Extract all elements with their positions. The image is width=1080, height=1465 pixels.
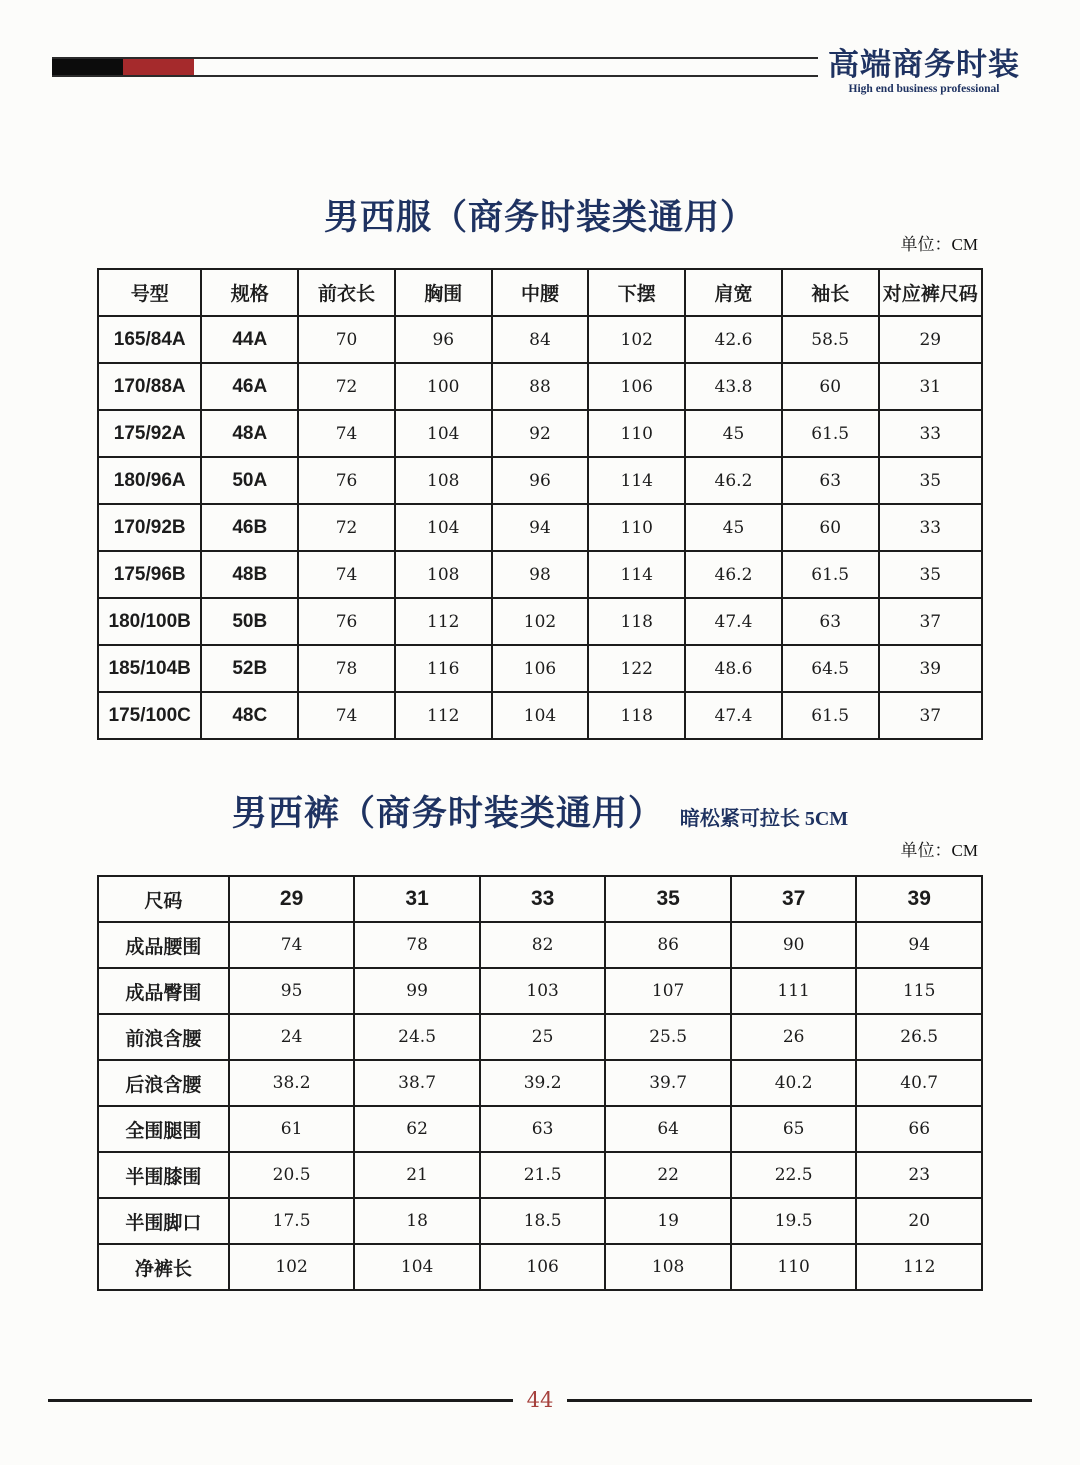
value-cell: 37 <box>879 598 982 645</box>
trouser-unit-label: 单位：CM <box>900 841 978 860</box>
value-cell: 46.2 <box>685 457 782 504</box>
value-cell: 84 <box>492 316 589 363</box>
table-row <box>98 692 982 739</box>
row-label-cell: 48C <box>201 692 298 739</box>
red-accent-block <box>123 59 194 75</box>
value-cell: 19.5 <box>731 1198 857 1244</box>
row-label-cell: 前浪含腰 <box>98 1014 229 1060</box>
value-cell: 39.7 <box>605 1060 731 1106</box>
brand-logo <box>826 48 1022 95</box>
column-header: 袖长 <box>782 269 879 316</box>
value-cell: 63 <box>480 1106 606 1152</box>
row-label-cell: 48B <box>201 551 298 598</box>
column-header: 37 <box>731 876 857 922</box>
row-label-cell: 170/88A <box>98 363 201 410</box>
value-cell: 29 <box>879 316 982 363</box>
brand-name-english: High end business professional <box>848 83 1000 96</box>
value-cell: 60 <box>782 504 879 551</box>
row-label-cell: 44A <box>201 316 298 363</box>
column-header: 尺码 <box>98 876 229 922</box>
value-cell: 40.2 <box>731 1060 857 1106</box>
value-cell: 104 <box>395 410 492 457</box>
value-cell: 102 <box>492 598 589 645</box>
value-cell: 26 <box>731 1014 857 1060</box>
column-header: 对应裤尺码 <box>879 269 982 316</box>
table-row <box>98 1198 982 1244</box>
row-label-cell: 成品臀围 <box>98 968 229 1014</box>
value-cell: 35 <box>879 457 982 504</box>
row-label-cell: 52B <box>201 645 298 692</box>
value-cell: 74 <box>298 410 395 457</box>
column-header: 规格 <box>201 269 298 316</box>
value-cell: 63 <box>782 598 879 645</box>
table-row <box>98 922 982 968</box>
value-cell: 118 <box>588 598 685 645</box>
table-row <box>98 363 982 410</box>
row-label-cell: 半围脚口 <box>98 1198 229 1244</box>
value-cell: 24.5 <box>354 1014 480 1060</box>
table-row <box>98 645 982 692</box>
value-cell: 24 <box>229 1014 355 1060</box>
value-cell: 47.4 <box>685 598 782 645</box>
suit-size-table <box>97 268 983 740</box>
value-cell: 112 <box>395 692 492 739</box>
value-cell: 35 <box>879 551 982 598</box>
value-cell: 33 <box>879 504 982 551</box>
row-label-cell: 180/96A <box>98 457 201 504</box>
value-cell: 25 <box>480 1014 606 1060</box>
value-cell: 95 <box>229 968 355 1014</box>
value-cell: 78 <box>354 922 480 968</box>
column-header: 胸围 <box>395 269 492 316</box>
value-cell: 18 <box>354 1198 480 1244</box>
brand-band <box>52 57 818 77</box>
row-label-cell: 180/100B <box>98 598 201 645</box>
row-label-cell: 46A <box>201 363 298 410</box>
value-cell: 96 <box>395 316 492 363</box>
trouser-size-table <box>97 875 983 1291</box>
table-row <box>98 457 982 504</box>
value-cell: 26.5 <box>856 1014 982 1060</box>
trouser-section-title: 男西裤（商务时装类通用） <box>231 794 664 833</box>
trouser-elastic-note: 暗松紧可拉长 5CM <box>679 808 849 830</box>
table-row <box>98 1060 982 1106</box>
value-cell: 78 <box>298 645 395 692</box>
value-cell: 39 <box>879 645 982 692</box>
suit-unit-label: 单位：CM <box>900 235 978 254</box>
value-cell: 61.5 <box>782 692 879 739</box>
value-cell: 94 <box>856 922 982 968</box>
table-row <box>98 598 982 645</box>
value-cell: 17.5 <box>229 1198 355 1244</box>
table-row <box>98 1152 982 1198</box>
value-cell: 108 <box>395 551 492 598</box>
value-cell: 37 <box>879 692 982 739</box>
column-header: 39 <box>856 876 982 922</box>
table-row <box>98 1014 982 1060</box>
table-row <box>98 316 982 363</box>
value-cell: 46.2 <box>685 551 782 598</box>
column-header: 29 <box>229 876 355 922</box>
value-cell: 114 <box>588 551 685 598</box>
value-cell: 18.5 <box>480 1198 606 1244</box>
value-cell: 45 <box>685 504 782 551</box>
value-cell: 31 <box>879 363 982 410</box>
value-cell: 19 <box>605 1198 731 1244</box>
column-header: 肩宽 <box>685 269 782 316</box>
value-cell: 116 <box>395 645 492 692</box>
row-label-cell: 175/92A <box>98 410 201 457</box>
value-cell: 65 <box>731 1106 857 1152</box>
value-cell: 112 <box>856 1244 982 1290</box>
value-cell: 104 <box>354 1244 480 1290</box>
value-cell: 100 <box>395 363 492 410</box>
value-cell: 106 <box>588 363 685 410</box>
suit-section-title: 男西服（商务时装类通用） <box>323 198 756 237</box>
page-number: 44 <box>526 1388 554 1412</box>
value-cell: 45 <box>685 410 782 457</box>
value-cell: 38.2 <box>229 1060 355 1106</box>
value-cell: 42.6 <box>685 316 782 363</box>
value-cell: 74 <box>298 551 395 598</box>
value-cell: 111 <box>731 968 857 1014</box>
value-cell: 112 <box>395 598 492 645</box>
row-label-cell: 后浪含腰 <box>98 1060 229 1106</box>
value-cell: 107 <box>605 968 731 1014</box>
value-cell: 74 <box>298 692 395 739</box>
value-cell: 94 <box>492 504 589 551</box>
value-cell: 104 <box>395 504 492 551</box>
row-label-cell: 净裤长 <box>98 1244 229 1290</box>
table-row <box>98 1244 982 1290</box>
value-cell: 63 <box>782 457 879 504</box>
value-cell: 99 <box>354 968 480 1014</box>
value-cell: 70 <box>298 316 395 363</box>
footer-rule-left <box>48 1399 513 1402</box>
value-cell: 92 <box>492 410 589 457</box>
row-label-cell: 48A <box>201 410 298 457</box>
value-cell: 38.7 <box>354 1060 480 1106</box>
value-cell: 61 <box>229 1106 355 1152</box>
value-cell: 102 <box>229 1244 355 1290</box>
value-cell: 39.2 <box>480 1060 606 1106</box>
value-cell: 64.5 <box>782 645 879 692</box>
column-header: 35 <box>605 876 731 922</box>
value-cell: 106 <box>492 645 589 692</box>
header-row <box>98 876 982 922</box>
value-cell: 82 <box>480 922 606 968</box>
value-cell: 115 <box>856 968 982 1014</box>
value-cell: 72 <box>298 363 395 410</box>
value-cell: 110 <box>588 410 685 457</box>
column-header: 31 <box>354 876 480 922</box>
column-header: 前衣长 <box>298 269 395 316</box>
value-cell: 23 <box>856 1152 982 1198</box>
column-header: 下摆 <box>588 269 685 316</box>
black-accent-block <box>52 59 123 75</box>
value-cell: 102 <box>588 316 685 363</box>
value-cell: 25.5 <box>605 1014 731 1060</box>
value-cell: 104 <box>492 692 589 739</box>
value-cell: 64 <box>605 1106 731 1152</box>
row-label-cell: 185/104B <box>98 645 201 692</box>
value-cell: 47.4 <box>685 692 782 739</box>
value-cell: 76 <box>298 457 395 504</box>
table-row <box>98 968 982 1014</box>
value-cell: 98 <box>492 551 589 598</box>
row-label-cell: 46B <box>201 504 298 551</box>
table-row <box>98 551 982 598</box>
value-cell: 108 <box>605 1244 731 1290</box>
value-cell: 40.7 <box>856 1060 982 1106</box>
header-row <box>98 269 982 316</box>
value-cell: 20.5 <box>229 1152 355 1198</box>
value-cell: 122 <box>588 645 685 692</box>
row-label-cell: 成品腰围 <box>98 922 229 968</box>
row-label-cell: 165/84A <box>98 316 201 363</box>
row-label-cell: 175/100C <box>98 692 201 739</box>
value-cell: 61.5 <box>782 551 879 598</box>
value-cell: 110 <box>731 1244 857 1290</box>
value-cell: 33 <box>879 410 982 457</box>
value-cell: 20 <box>856 1198 982 1244</box>
value-cell: 48.6 <box>685 645 782 692</box>
row-label-cell: 170/92B <box>98 504 201 551</box>
table-row <box>98 1106 982 1152</box>
column-header: 33 <box>480 876 606 922</box>
value-cell: 108 <box>395 457 492 504</box>
value-cell: 90 <box>731 922 857 968</box>
column-header: 号型 <box>98 269 201 316</box>
trouser-title-row <box>0 786 1080 836</box>
value-cell: 96 <box>492 457 589 504</box>
row-label-cell: 全围腿围 <box>98 1106 229 1152</box>
row-label-cell: 50B <box>201 598 298 645</box>
value-cell: 106 <box>480 1244 606 1290</box>
value-cell: 61.5 <box>782 410 879 457</box>
value-cell: 103 <box>480 968 606 1014</box>
value-cell: 66 <box>856 1106 982 1152</box>
table-row <box>98 504 982 551</box>
value-cell: 21 <box>354 1152 480 1198</box>
page-footer <box>48 1388 1032 1412</box>
value-cell: 58.5 <box>782 316 879 363</box>
row-label-cell: 50A <box>201 457 298 504</box>
value-cell: 88 <box>492 363 589 410</box>
value-cell: 43.8 <box>685 363 782 410</box>
value-cell: 60 <box>782 363 879 410</box>
value-cell: 86 <box>605 922 731 968</box>
value-cell: 72 <box>298 504 395 551</box>
value-cell: 76 <box>298 598 395 645</box>
row-label-cell: 半围膝围 <box>98 1152 229 1198</box>
brand-name-chinese: 高端商务时装 <box>828 47 1020 82</box>
row-label-cell: 175/96B <box>98 551 201 598</box>
table-row <box>98 410 982 457</box>
value-cell: 22 <box>605 1152 731 1198</box>
value-cell: 62 <box>354 1106 480 1152</box>
footer-rule-right <box>567 1399 1032 1402</box>
value-cell: 110 <box>588 504 685 551</box>
column-header: 中腰 <box>492 269 589 316</box>
value-cell: 114 <box>588 457 685 504</box>
value-cell: 21.5 <box>480 1152 606 1198</box>
value-cell: 22.5 <box>731 1152 857 1198</box>
value-cell: 118 <box>588 692 685 739</box>
value-cell: 74 <box>229 922 355 968</box>
